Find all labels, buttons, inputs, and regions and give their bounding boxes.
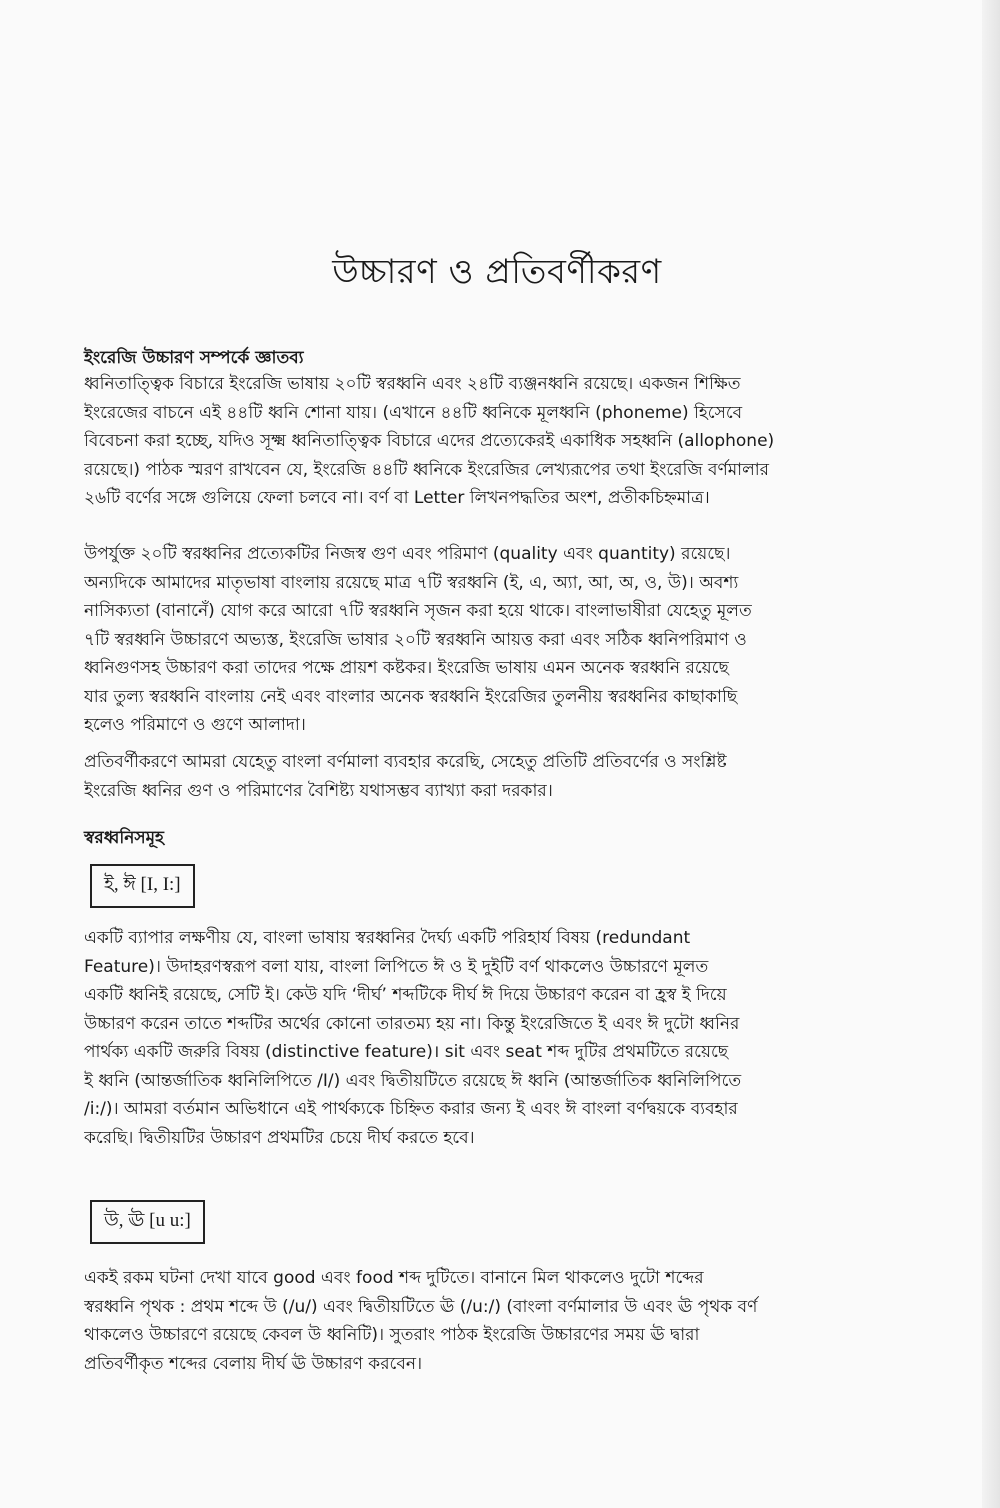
text-line: রয়েছে।) পাঠক স্মরণ রাখবেন যে, ইংরেজি ৪৪টি ধ্বনিকে ইংরেজির লেখ্যরূপের তথা ইংরেজি বর্ণমালার <box>84 459 770 480</box>
section-heading-english-pronunciation: ইংরেজি উচ্চারণ সম্পর্কে জ্ঞাতব্য <box>84 348 304 368</box>
text-line: স্বরধ্বনি পৃথক : প্রথম শব্দে উ (/u/) এবং দ্বিতীয়টিতে ঊ (/u:/) (বাংলা বর্ণমালার উ এবং ঊ পৃথক বর্ণ <box>84 1296 758 1317</box>
text-line: ইংরেজি ধ্বনির গুণ ও পরিমাণের বৈশিষ্ট্য যথাসম্ভব ব্যাখ্যা করা দরকার। <box>84 780 553 801</box>
text-line: ইংরেজের বাচনে এই ৪৪টি ধ্বনি শোনা যায়। (এখানে ৪৪টি ধ্বনিকে মূলধ্বনি (phoneme) হিসেবে <box>84 402 743 423</box>
text-line: প্রতিবর্ণীকরণে আমরা যেহেতু বাংলা বর্ণমালা ব্যবহার করেছি, সেহেতু প্রতিটি প্রতিবর্ণের ও সংশ্লিষ্ট <box>84 752 727 772</box>
text-line: হলেও পরিমাণে ও গুণে আলাদা। <box>84 715 306 735</box>
text-line: থাকলেও উচ্চারণে রয়েছে কেবল উ ধ্বনিটি)। সুতরাং পাঠক ইংরেজি উচ্চারণের সময় ঊ দ্বারা <box>84 1325 700 1345</box>
text-line: প্রতিবর্ণীকৃত শব্দের বেলায় দীর্ঘ ঊ উচ্চারণ করবেন। <box>84 1353 423 1374</box>
text-line: উচ্চারণ করেন তাতে শব্দটির অর্থের কোনো তারতম্য হয় না। কিন্তু ইংরেজিতে ই এবং ঈ দুটো ধ্বনির <box>84 1013 740 1034</box>
text-line: নাসিক্যতা (বানানেঁ) যোগ করে আরো ৭টি স্বরধ্বনি সৃজন করা হয়ে থাকে। বাংলাভাষীরা যেহেতু মূলত <box>84 601 752 621</box>
page-title: উচ্চারণ ও প্রতিবর্ণীকরণ <box>332 252 662 292</box>
text-line: একটি ব্যাপার লক্ষণীয় যে, বাংলা ভাষায় স্বরধ্বনির দৈর্ঘ্য একটি পরিহার্য বিষয় (redundant <box>84 928 691 948</box>
text-line: ৭টি স্বরধ্বনি উচ্চারণে অভ্যস্ত, ইংরেজি ভাষার ২০টি স্বরধ্বনি আয়ত্ত করা এবং সঠিক ধ্বনিপরিমাণ ও <box>84 629 747 650</box>
text-line: ধ্বনিগুণসহ উচ্চারণ করা তাদের পক্ষে প্রায়শ কষ্টকর। ইংরেজি ভাষায় এমন অনেক স্বরধ্বনি রয়েছে <box>84 658 729 678</box>
vowel-box-i: ই, ঈ [I, I:] <box>90 864 195 908</box>
text-line: ধ্বনিতাত্ত্বিক বিচারে ইংরেজি ভাষায় ২০টি স্বরধ্বনি এবং ২৪টি ব্যঞ্জনধ্বনি রয়েছে। একজন শিক্ষিত <box>84 374 741 394</box>
paragraph-i-vowel <box>84 924 910 1152</box>
text-line: Feature)। উদাহরণস্বরূপ বলা যায়, বাংলা লিপিতে ঈ ও ই দুইটি বর্ণ থাকলেও উচ্চারণে মূলত <box>84 956 709 977</box>
section-heading-vowels: স্বরধ্বনিসমূহ <box>84 828 164 848</box>
text-line: অন্যদিকে আমাদের মাতৃভাষা বাংলায় রয়েছে মাত্র ৭টি স্বরধ্বনি (ই, এ, অ্যা, আ, অ, ও, উ)। অবশ্য <box>84 572 739 593</box>
paragraph-transliteration <box>84 748 910 805</box>
text-line: করেছি। দ্বিতীয়টির উচ্চারণ প্রথমটির চেয়ে দীর্ঘ করতে হবে। <box>84 1127 475 1148</box>
text-line: ২৬টি বর্ণের সঙ্গে গুলিয়ে ফেলা চলবে না। বর্ণ বা Letter লিখনপদ্ধতির অংশ, প্রতীকচিহ্নমাত্র। <box>84 488 710 508</box>
text-line: বিবেচনা করা হচ্ছে, যদিও সূক্ষ্ম ধ্বনিতাত্ত্বিক বিচারে এদের প্রত্যেকেরই একাধিক সহধ্বনি (allophone) <box>84 431 775 451</box>
paragraph-intro <box>84 370 910 513</box>
text-line: উপর্যুক্ত ২০টি স্বরধ্বনির প্রত্যেকটির নিজস্ব গুণ এবং পরিমাণ (quality এবং quantity) রয়েছে। <box>84 544 731 564</box>
page-edge-shadow <box>982 0 1000 1508</box>
text-line: /i:/)। আমরা বর্তমান অভিধানে এই পার্থক্যকে চিহ্নিত করার জন্য ই এবং ঈ বাংলা বর্ণদ্বয়কে ব্যবহার <box>84 1099 738 1119</box>
text-line: একটি ধ্বনিই রয়েছে, সেটি ই। কেউ যদি ‘দীর্ঘ’ শব্দটিকে দীর্ঘ ঈ দিয়ে উচ্চারণ করেন বা হ্রস্ব ই দিয়ে <box>84 985 727 1005</box>
text-line: একই রকম ঘটনা দেখা যাবে good এবং food শব্দ দুটিতে। বানানে মিল থাকলেও দুটো শব্দের <box>84 1268 704 1288</box>
text-line: পার্থক্য একটি জরুরি বিষয় (distinctive feature)। sit এবং seat শব্দ দুটির প্রথমটিতে রয়েছে <box>84 1042 729 1062</box>
text-line: যার তুল্য স্বরধ্বনি বাংলায় নেই এবং বাংলার অনেক স্বরধ্বনি ইংরেজির তুলনীয় স্বরধ্বনির কাছাকাছি <box>84 686 738 707</box>
text-line: ই ধ্বনি (আন্তর্জাতিক ধ্বনিলিপিতে /I/) এবং দ্বিতীয়টিতে রয়েছে ঈ ধ্বনি (আন্তর্জাতিক ধ্বনিলিপিতে <box>84 1070 742 1091</box>
paragraph-vowel-quality <box>84 540 910 740</box>
vowel-box-u: উ, ঊ [u u:] <box>90 1200 205 1244</box>
paragraph-u-vowel <box>84 1264 910 1378</box>
